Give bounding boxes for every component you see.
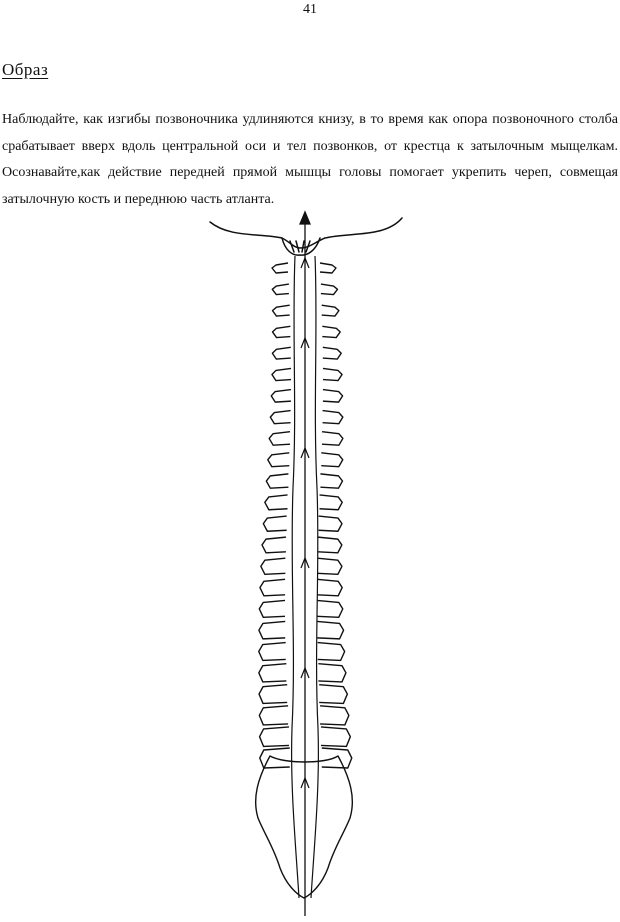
vertebra-right — [319, 516, 342, 531]
vertebra-left — [273, 326, 291, 337]
vertebra-left — [265, 495, 288, 510]
vertebra-right — [321, 284, 338, 294]
vertebra-right — [323, 390, 343, 403]
vertebra-left — [272, 263, 288, 273]
vertebra-left — [269, 432, 290, 445]
vertebra-left — [270, 411, 290, 424]
vertebra-right — [322, 748, 352, 768]
vertebra-right — [318, 643, 345, 661]
vertebra-left — [266, 474, 288, 488]
vertebra-left — [263, 516, 286, 531]
vertebra-left — [259, 600, 285, 617]
vertebra-right — [320, 495, 343, 510]
vertebra-right — [322, 326, 340, 337]
vertebra-right — [323, 347, 341, 359]
vertebra-right — [322, 432, 343, 445]
vertebra-right — [323, 411, 343, 424]
vertebra-left — [259, 706, 288, 725]
occipital-condyles — [282, 238, 320, 255]
vertebra-right — [323, 368, 342, 380]
vertebra-right — [321, 453, 342, 467]
vertebra-right — [321, 727, 350, 747]
vertebra-left — [272, 347, 290, 359]
vertebra-right — [320, 706, 349, 725]
spine-illustration — [200, 208, 410, 920]
spinal-canal-right — [311, 256, 318, 898]
vertebra-right — [320, 263, 336, 273]
body-paragraph: Наблюдайте, как изгибы позвоночника удлиняются книзу, в то время как опора позвоночного столба срабатывает вверх вдоль центральной оси и тел позвонков, от крестца к затылочным мыщелкам. Осознавайте,как действие передней прямой мышцы головы помогает укрепить череп, совмещая затылочную кость и переднюю часть атланта. — [2, 112, 618, 207]
vertebra-left — [272, 284, 289, 294]
vertebra-right — [317, 558, 342, 574]
section-heading: Образ — [2, 60, 49, 79]
vertebra-left — [272, 305, 289, 316]
vertebra-right — [322, 305, 339, 316]
vertebra-right — [317, 579, 342, 596]
vertebra-right — [317, 621, 343, 638]
vertebra-left — [271, 390, 291, 403]
vertebra-right — [319, 685, 347, 704]
vertebra-left — [259, 685, 287, 704]
vertebra-right — [320, 474, 342, 488]
page-number: 41 — [303, 2, 317, 17]
vertebra-left — [260, 579, 285, 596]
vertebra-right — [317, 600, 343, 617]
vertebra-right — [318, 537, 342, 553]
vertebra-left — [259, 621, 285, 638]
vertebra-left — [260, 727, 289, 747]
sacrum-outline — [256, 756, 353, 898]
axis-arrowhead — [300, 212, 310, 224]
vertebra-left — [268, 453, 289, 467]
vertebra-left — [262, 537, 286, 553]
vertebra-left — [261, 558, 286, 574]
vertebra-left — [259, 664, 287, 682]
vertebra-left — [272, 368, 291, 380]
spinal-canal-left — [292, 256, 299, 898]
vertebra-left — [259, 643, 286, 661]
vertebra-right — [318, 664, 346, 682]
